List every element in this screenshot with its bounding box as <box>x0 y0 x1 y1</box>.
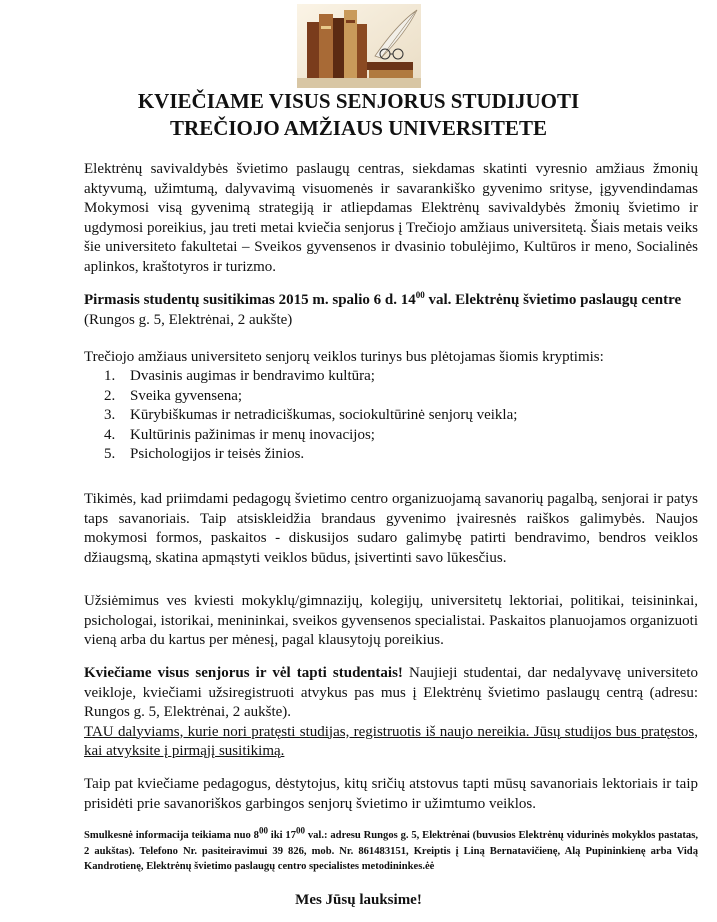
page-title <box>0 88 717 142</box>
meeting-sup: 00 <box>415 290 425 300</box>
list-item: 2. Sveika gyvensena; <box>104 387 243 404</box>
pedagogues-paragraph: Taip pat kviečiame pedagogus, dėstytojus, kitų sričių atstovus tapti mūsų savanoriais lektoriais ir taip prisidėti prie savanoriškos garbingos senjorų švietimo ir užimtumo veiklos. <box>84 776 698 812</box>
invite-bold: Kviečiame visus senjorus ir vėl tapti studentais! <box>84 665 403 681</box>
invite-text: Naujieji studentai, dar nedalyvavę universiteto veikloje, kviečiami užsiregistruoti atvykus pas mus į Elektrėnų švietimo paslaugų centrą (adresu: Rungos g. 5, Elektrėnai, 2 aukšte). <box>84 665 698 720</box>
lecturers-paragraph: Užsiėmimus ves kviesti mokyklų/gimnazijų, kolegijų, universitetų lektoriai, politikai, teisininkai, psichologai, istorikai, menininkai, sveikos gyvensenos specialistai. Paskaitos planuojamos organizuoti vieną arba du kartus per mėnesį, pagal klausytojų poreikius. <box>84 593 698 648</box>
meeting-bold-a: Pirmasis studentų susitikimas 2015 m. spalio 6 d. 14 <box>84 292 416 308</box>
list-item: 4. Kultūrinis pažinimas ir menų inovacijos; <box>104 426 375 443</box>
directions-intro: Trečiojo amžiaus universiteto senjorų veiklos turinys bus plėtojamas šiomis kryptimis: <box>84 349 604 365</box>
intro-paragraph: Elektrėnų savivaldybės švietimo paslaugų centras, siekdamas skatinti vyresnio amžiaus žmonių aktyvumą, užimtumą, dalyvavimą visuomenės ir savarankiško gyvenimo srityse, įgyvendindamas Mokymosi visą gyvenimą strategiją ir atliepdamas Elektrėnų savivaldybės žmonių švietimo ir ugdymosi poreikius, jau treti metai kviečia senjorus į Trečiojo amžiaus universitetą. Šiais metais veiks šie universiteto fakultetai – Sveikos gyvensenos ir dvasinio tobulėjimo, Kultūros ir meno, Socialinės aplinkos, kraštotyros ir turizmo. <box>84 161 698 275</box>
invite-underlined: TAU dalyviams, kurie nori pratęsti studijas, registruotis iš naujo nereikia. Jūsų studijos bus pratęstos, kai atvyksite į pirmąjį susitikimą. <box>84 723 698 759</box>
directions-list <box>104 367 517 465</box>
closing-line: Mes Jūsų lauksime! <box>295 892 422 908</box>
title-line-1: KVIEČIAME VISUS SENJORUS STUDIJUOTI <box>137 89 580 113</box>
list-item: 1. Dvasinis augimas ir bendravimo kultūra; <box>104 368 375 384</box>
invite-paragraph <box>84 664 698 762</box>
contact-info: Smulkesnė informacija teikiama nuo $8^{00}$ iki $17^{00}$ val.: adresu Rungos g. 5, Elektrėnai (buvusios Elektrėnų vidurinės mokyklos pastatas, 2 aukštas). Telefono Nr. pasiteiravimui 39 826, mob. Nr. 861483151, Kreiptis į Liną Bernatavičienę, Alą Pupininkienę arba Vidą Kandrotienę, Elektrėnų švietimo paslaugų centro specialistes metodininkes.ėė <box>84 825 698 872</box>
title-line-2: TREČIOJO AMŽIAUS UNIVERSITETE <box>170 116 547 140</box>
volunteers-paragraph: Tikimės, kad priimdami pedagogų švietimo centro organizuojamą savanorių pagalbą, senjorai ir patys taps savanoriais. Taip atsiskleidžia brandaus gyvenimo įvairesnės raiškos galimybės. Naujos mokymosi formos, paskaitos - diskusijos sudaro galimybę patirti bendravimo, bendros veiklos džiaugsmą, skatina apmąstyti veiklos būdus, įsivertinti savo lūkesčius. <box>84 491 698 566</box>
list-item: 5. Psichologijos ir teisės žinios. <box>104 446 305 462</box>
list-item: 3. Kūrybiškumas ir netradiciškumas, sociokultūrinė senjorų veikla; <box>104 407 518 423</box>
books-quill-icon <box>297 4 421 88</box>
meeting-paragraph <box>84 291 698 330</box>
meeting-bold-b: val. Elektrėnų švietimo paslaugų centre <box>424 292 682 308</box>
meeting-address: (Rungos g. 5, Elektrėnai, 2 aukšte) <box>84 311 293 328</box>
